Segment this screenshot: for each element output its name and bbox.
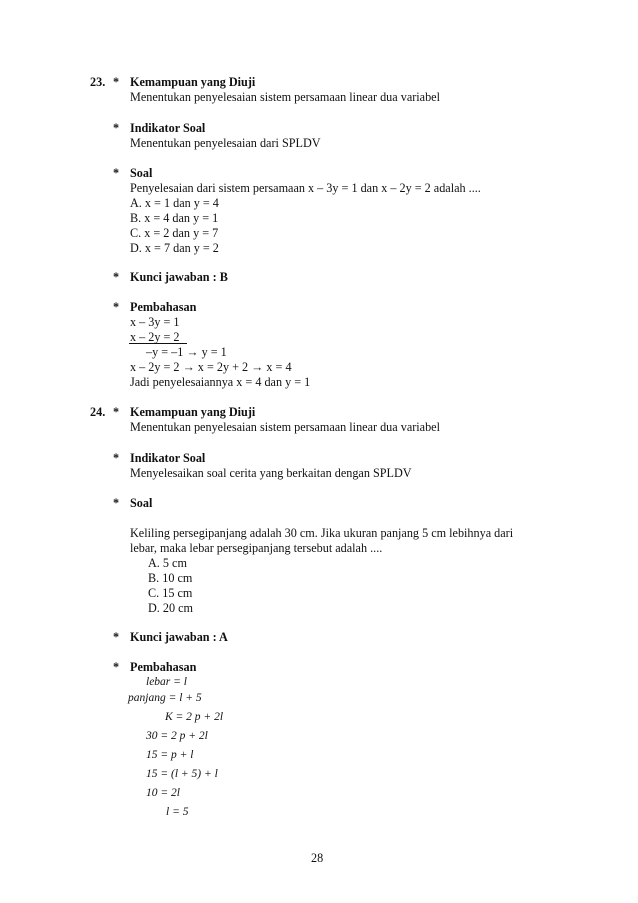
q23-number: 23. <box>90 75 106 89</box>
q23-kemampuan-text: Menentukan penyelesaian sistem persamaan linear dua variabel <box>130 90 440 104</box>
q23-option-c: C. x = 2 dan y = 7 <box>130 226 219 240</box>
q23-indikator-marker: * <box>113 121 120 135</box>
q24-soal-title: Soal <box>130 496 153 510</box>
q23-pembahasan-line-5: Jadi penyelesaiannya x = 4 dan y = 1 <box>130 375 311 389</box>
q23-pembahasan-line-3: –y = –1 → y = 1 <box>146 345 227 359</box>
q24-pembahasan-line-4: 30 = 2 p + 2l <box>146 730 208 742</box>
page-number: 28 <box>311 851 324 865</box>
q23-pembahasan-title: Pembahasan <box>130 300 197 314</box>
q24-pembahasan-line-2: panjang = l + 5 <box>128 692 202 704</box>
q24-number: 24. <box>90 405 106 419</box>
q23-kunci-marker: * <box>113 270 120 284</box>
q23-indikator-text: Menentukan penyelesaian dari SPLDV <box>130 136 321 150</box>
q24-soal-marker: * <box>113 496 120 510</box>
q24-pembahasan-line-6: 15 = (l + 5) + l <box>146 768 218 780</box>
q23-soal-title: Soal <box>130 166 153 180</box>
q23-option-b: B. x = 4 dan y = 1 <box>130 211 219 225</box>
q24-kunci-jawaban: Kunci jawaban : A <box>130 630 228 644</box>
q24-pembahasan-line-5: 15 = p + l <box>146 749 194 761</box>
q24-indikator-text: Menyelesaikan soal cerita yang berkaitan dengan SPLDV <box>130 466 412 480</box>
q24-kemampuan-title: Kemampuan yang Diuji <box>130 405 256 419</box>
q24-pembahasan-line-7: 10 = 2l <box>146 787 180 799</box>
q23-pembahasan-line-2: x – 2y = 2 <box>130 330 180 344</box>
q23-option-a: A. x = 1 dan y = 4 <box>130 196 219 210</box>
q23-option-d: D. x = 7 dan y = 2 <box>130 241 219 255</box>
q23-kunci-jawaban: Kunci jawaban : B <box>130 270 228 284</box>
q24-option-a: A. 5 cm <box>148 556 187 570</box>
q24-pembahasan-line-1: lebar = l <box>146 676 187 688</box>
q23-pembahasan-marker: * <box>113 300 120 314</box>
q24-soal-question-line-1: Keliling persegipanjang adalah 30 cm. Jika ukuran panjang 5 cm lebihnya dari <box>130 526 514 540</box>
q24-kemampuan-text: Menentukan penyelesaian sistem persamaan linear dua variabel <box>130 420 440 434</box>
q24-indikator-title: Indikator Soal <box>130 451 206 465</box>
q24-option-d: D. 20 cm <box>148 601 194 615</box>
q23-kemampuan-marker: * <box>113 75 120 89</box>
q23-pembahasan-line-1: x – 3y = 1 <box>130 315 180 329</box>
q23-soal-question: Penyelesaian dari sistem persamaan x – 3y = 1 dan x – 2y = 2 adalah .... <box>130 181 481 195</box>
q24-pembahasan-line-8: l = 5 <box>166 806 189 818</box>
q23-pembahasan-line-4: x – 2y = 2 → x = 2y + 2 → x = 4 <box>130 360 292 374</box>
q24-kemampuan-marker: * <box>113 405 120 419</box>
q24-pembahasan-marker: * <box>113 660 120 674</box>
q23-subtraction-line <box>129 343 187 344</box>
q24-option-b: B. 10 cm <box>148 571 193 585</box>
q23-soal-marker: * <box>113 166 120 180</box>
q23-kemampuan-title: Kemampuan yang Diuji <box>130 75 256 89</box>
q24-indikator-marker: * <box>113 451 120 465</box>
q24-pembahasan-title: Pembahasan <box>130 660 197 674</box>
q24-pembahasan-line-3: K = 2 p + 2l <box>165 711 224 723</box>
q24-option-c: C. 15 cm <box>148 586 193 600</box>
q23-indikator-title: Indikator Soal <box>130 121 206 135</box>
q24-kunci-marker: * <box>113 630 120 644</box>
q24-soal-question-line-2: lebar, maka lebar persegipanjang tersebut adalah .... <box>130 541 383 555</box>
